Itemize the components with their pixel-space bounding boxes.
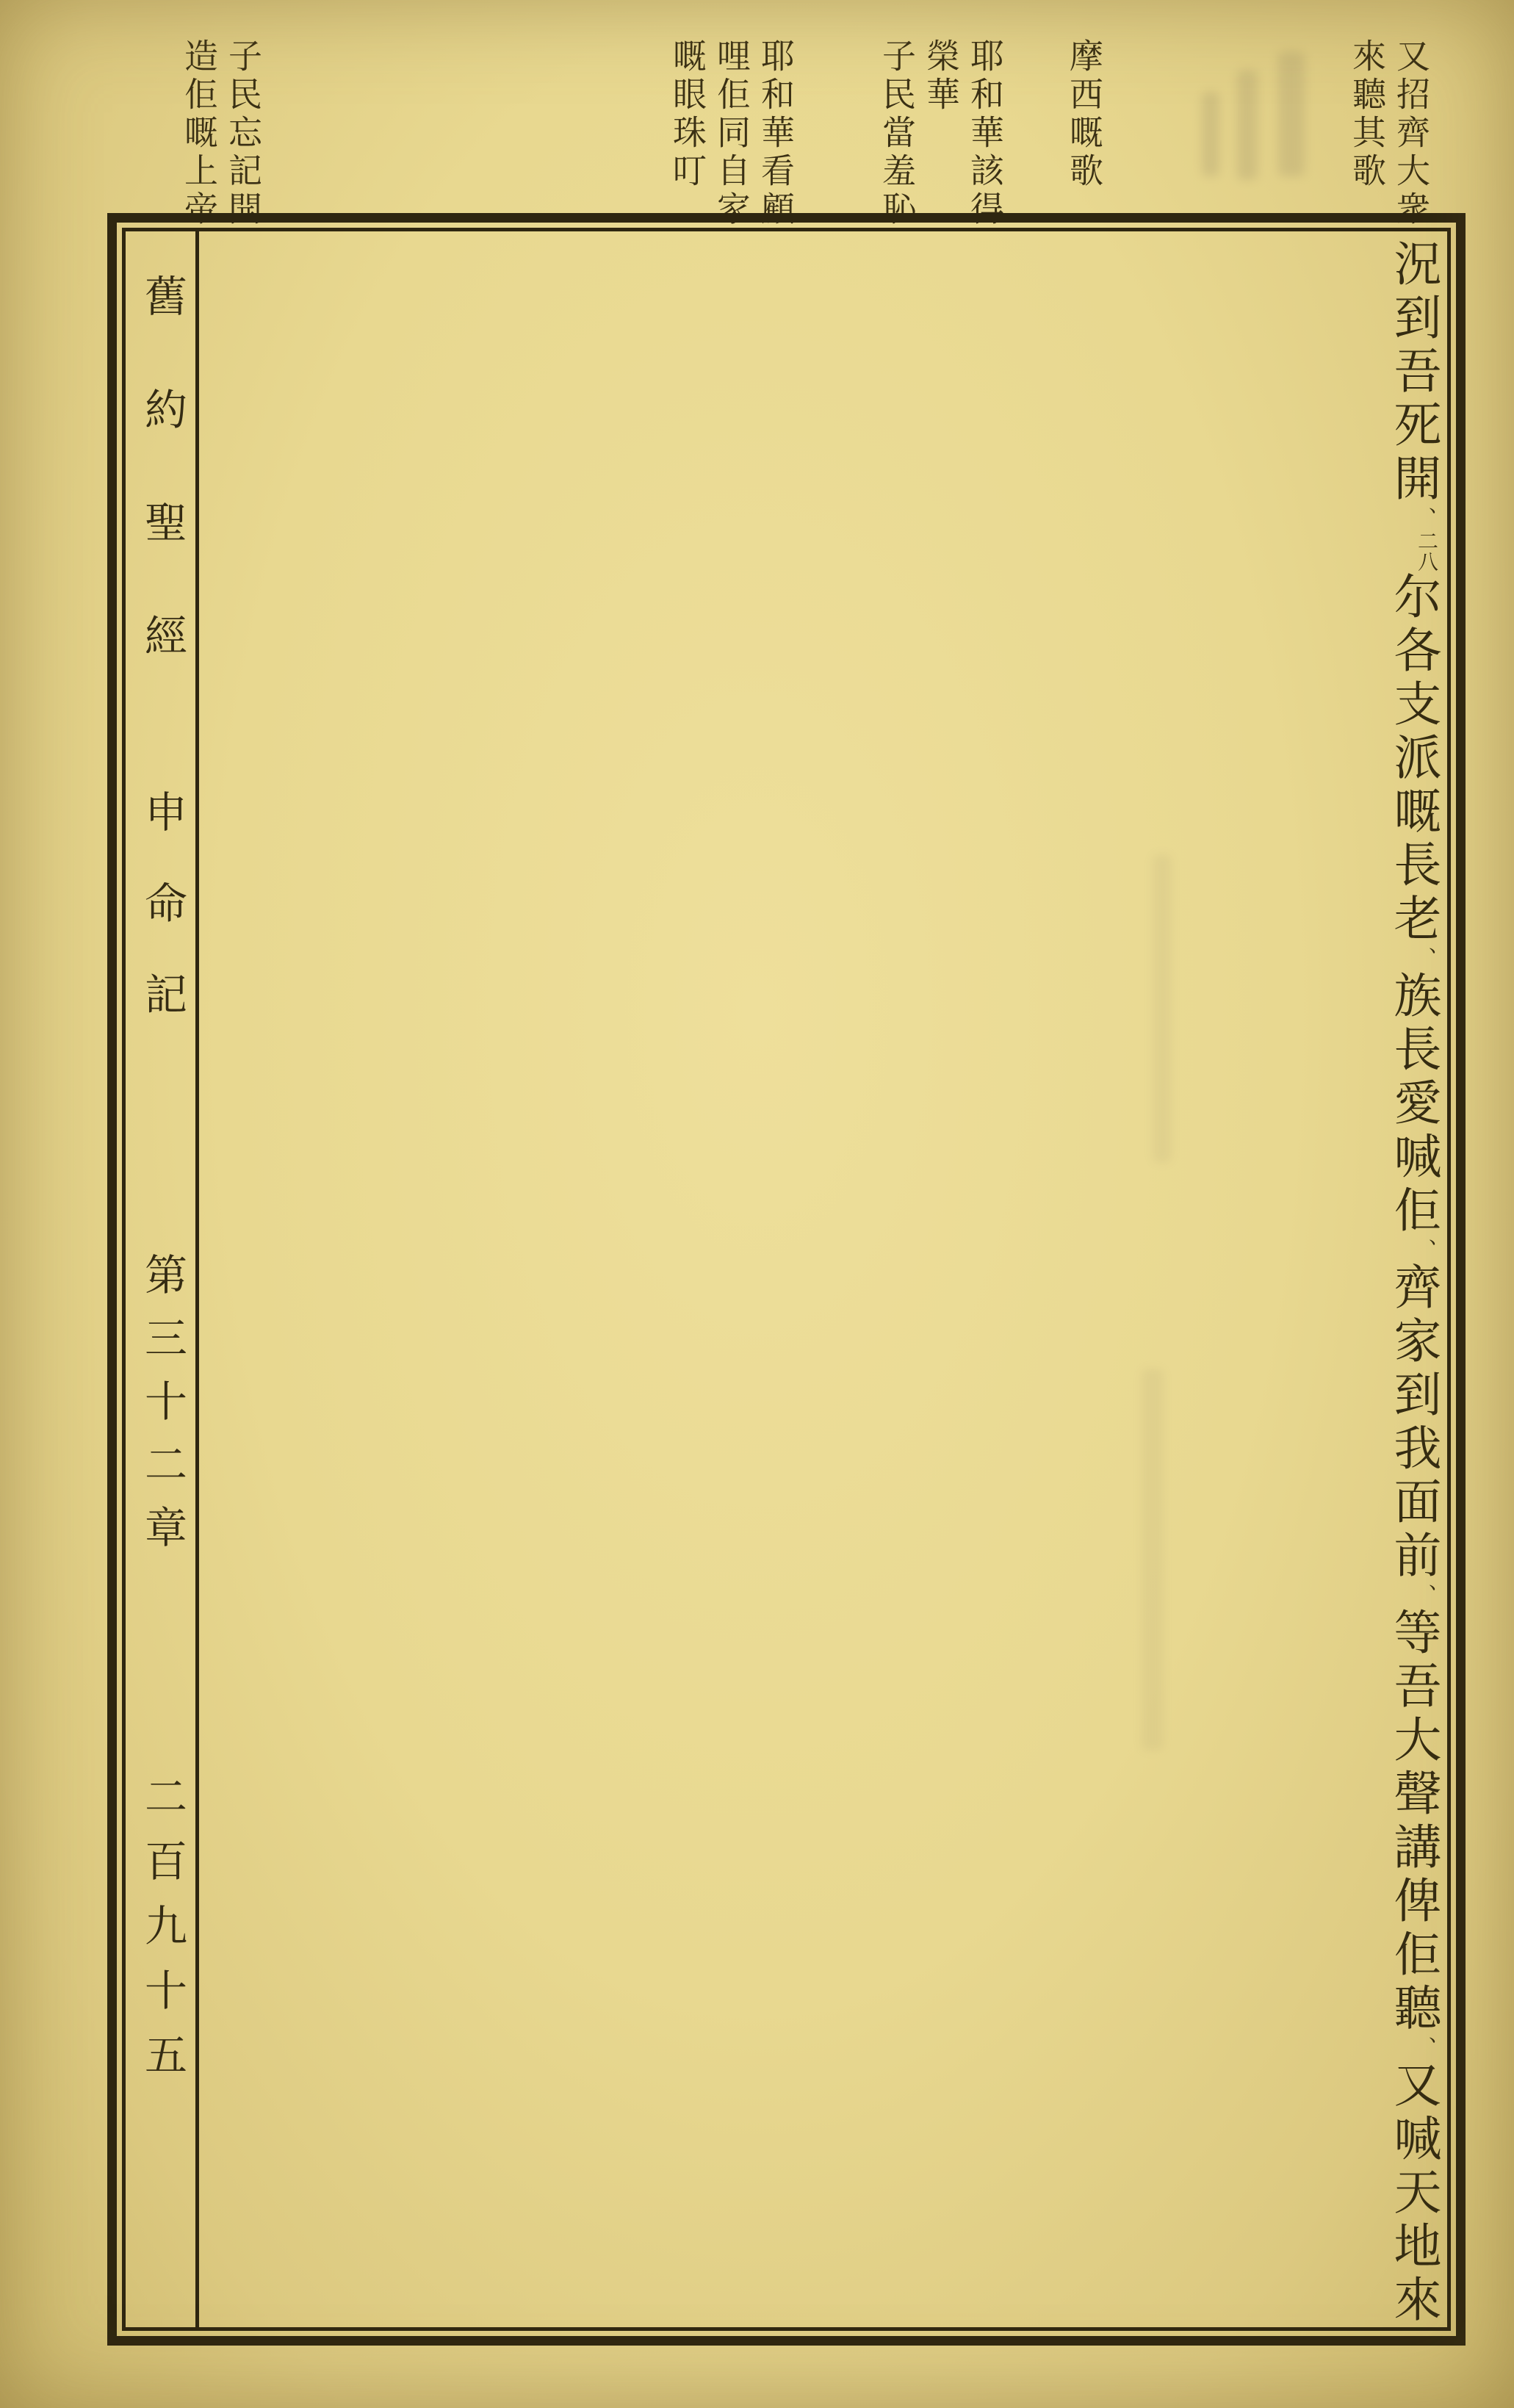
proper-name: 摩西 [1065,38,1103,115]
proper-name: 耶和華 [757,38,794,153]
header-annotation-group-3 [874,38,1006,229]
text-run: 榮華 [922,38,959,115]
header-annotation-column [1388,38,1432,229]
header-annotation-column [176,38,220,229]
scripture-text-block [195,239,1452,2347]
showthrough-mark [1202,92,1219,176]
header-annotation-group-1 [1344,38,1432,229]
header-annotation-column [874,38,918,229]
proper-name: 耶和華 [966,38,1003,153]
header-annotation-column [1344,38,1388,229]
title-column [127,231,196,2327]
text-run: 況到吾死開、 [1386,239,1439,530]
header-annotation-group-5 [176,38,264,229]
punctuation-mark: 、 [1411,507,1435,530]
text-run: 造佢嘅上帝 [180,38,217,229]
text-run: 尔各支派嘅長老、族長愛喊佢、齊家到我面前、等吾大聲講俾佢聽、又喊天地來 [1386,572,1439,2328]
header-annotation-group-4 [665,38,797,229]
header-annotation-column [918,38,962,229]
text-run: 嘅眼珠叮 [668,38,706,191]
verse-number: 二八 [1415,530,1438,572]
text-run: 嘅歌 [1065,115,1103,191]
punctuation-mark: 、 [1411,947,1435,970]
header-annotation-group-2 [1061,38,1106,191]
showthrough-mark [1237,70,1258,180]
header-annotation-column [709,38,753,229]
text-run: 哩佢同自家 [713,38,750,229]
text-run: 子民當羞恥 [878,38,915,229]
text-run: 又招齊大衆 [1392,38,1430,229]
punctuation-mark: 、 [1411,2036,1435,2060]
header-annotation-column [962,38,1006,229]
header-annotation-column [753,38,797,229]
text-run: 該得 [966,153,1003,229]
header-annotation-column [665,38,709,229]
book-title: 舊約聖經 [138,274,186,727]
section-title: 申命記 [138,790,186,1063]
punctuation-mark: 、 [1411,1584,1435,1607]
text-column-1 [195,239,1452,2347]
chapter-label: 第三十二章 [138,1252,186,1568]
punctuation-mark: 、 [1411,1239,1435,1262]
header-annotation-column [1061,38,1106,191]
text-run: 子民忘記開 [224,38,262,229]
text-run: 看顧 [757,153,794,229]
showthrough-mark [1278,51,1305,176]
text-run: 來聽其歌 [1348,38,1385,191]
header-annotation-column [220,38,264,229]
page-number: 二百九十五 [138,1774,186,2097]
